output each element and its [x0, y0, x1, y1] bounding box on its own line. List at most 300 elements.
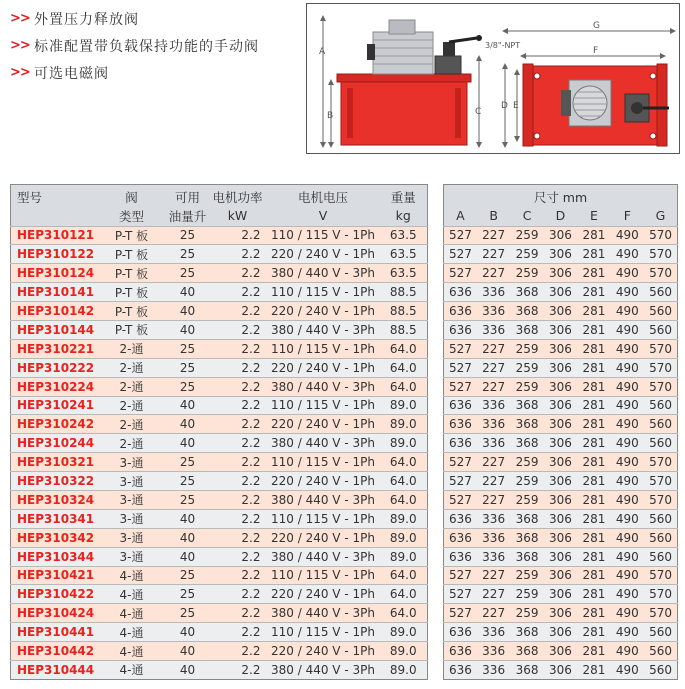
voltage-cell: 220 / 240 V - 1Ph [267, 528, 380, 547]
voltage-cell: 380 / 440 V - 3Ph [267, 434, 380, 453]
valve-cell: P-T 板 [97, 283, 167, 302]
dim-label-C: C [475, 107, 482, 117]
dim-cell-D: 306 [544, 226, 577, 245]
model-cell: HEP310324 [11, 490, 97, 509]
dimension-row [444, 490, 678, 509]
dimension-row [444, 566, 678, 585]
oil-cell: 25 [167, 585, 209, 604]
dim-cell-A: 636 [444, 396, 477, 415]
dim-cell-G: 560 [644, 509, 677, 528]
dim-cell-A: 636 [444, 509, 477, 528]
valve-cell: 3-通 [97, 528, 167, 547]
oil-cell: 40 [167, 283, 209, 302]
power-cell: 2.2 [209, 509, 267, 528]
feature-text: 可选电磁阀 [34, 65, 109, 82]
dim-header-G: G [644, 206, 677, 226]
dim-cell-B: 336 [477, 528, 510, 547]
oil-cell: 25 [167, 472, 209, 491]
dim-cell-D: 306 [544, 283, 577, 302]
spec-table-body [11, 226, 428, 679]
oil-cell: 40 [167, 509, 209, 528]
dim-label-A: A [319, 47, 326, 57]
dim-cell-E: 281 [577, 302, 610, 321]
weight-cell: 64.0 [380, 358, 428, 377]
dim-cell-B: 336 [477, 396, 510, 415]
weight-cell: 89.0 [380, 396, 428, 415]
dim-cell-D: 306 [544, 415, 577, 434]
dim-cell-F: 490 [611, 415, 644, 434]
dimension-table-container [443, 184, 678, 680]
model-cell: HEP310224 [11, 377, 97, 396]
dim-cell-F: 490 [611, 396, 644, 415]
voltage-cell: 380 / 440 V - 3Ph [267, 490, 380, 509]
dim-cell-E: 281 [577, 604, 610, 623]
power-cell: 2.2 [209, 283, 267, 302]
voltage-cell: 380 / 440 V - 3Ph [267, 660, 380, 679]
dim-cell-F: 490 [611, 245, 644, 264]
dim-cell-E: 281 [577, 396, 610, 415]
spec-row [11, 245, 428, 264]
dim-cell-F: 490 [611, 226, 644, 245]
oil-cell: 25 [167, 226, 209, 245]
dim-cell-F: 490 [611, 623, 644, 642]
dim-cell-A: 527 [444, 226, 477, 245]
spec-row [11, 566, 428, 585]
weight-cell: 64.0 [380, 377, 428, 396]
dimension-row [444, 660, 678, 679]
dim-cell-F: 490 [611, 283, 644, 302]
dim-cell-A: 636 [444, 434, 477, 453]
oil-cell: 40 [167, 547, 209, 566]
power-cell: 2.2 [209, 585, 267, 604]
header-model: 型号 [11, 185, 97, 207]
weight-cell: 89.0 [380, 434, 428, 453]
dim-cell-G: 570 [644, 490, 677, 509]
power-cell: 2.2 [209, 226, 267, 245]
dim-cell-D: 306 [544, 453, 577, 472]
power-cell: 2.2 [209, 660, 267, 679]
dim-cell-C: 368 [510, 660, 543, 679]
valve-cell: 4-通 [97, 642, 167, 661]
dim-cell-D: 306 [544, 434, 577, 453]
dimension-row [444, 377, 678, 396]
oil-cell: 40 [167, 528, 209, 547]
voltage-cell: 220 / 240 V - 1Ph [267, 245, 380, 264]
dim-cell-C: 259 [510, 453, 543, 472]
valve-cell: 2-通 [97, 396, 167, 415]
weight-cell: 89.0 [380, 642, 428, 661]
oil-cell: 40 [167, 660, 209, 679]
header-voltage-sub: V [267, 206, 380, 226]
dim-cell-D: 306 [544, 472, 577, 491]
dim-cell-E: 281 [577, 623, 610, 642]
spec-row [11, 472, 428, 491]
spec-row [11, 642, 428, 661]
spec-row [11, 453, 428, 472]
valve-cell: P-T 板 [97, 226, 167, 245]
power-cell: 2.2 [209, 396, 267, 415]
dimension-row [444, 264, 678, 283]
dim-header-D: D [544, 206, 577, 226]
dim-cell-B: 227 [477, 566, 510, 585]
spec-row [11, 320, 428, 339]
dim-cell-B: 336 [477, 283, 510, 302]
dim-cell-G: 570 [644, 377, 677, 396]
dim-cell-E: 281 [577, 434, 610, 453]
dim-label-F: F [593, 46, 599, 56]
model-cell: HEP310322 [11, 472, 97, 491]
model-cell: HEP310142 [11, 302, 97, 321]
dim-cell-A: 527 [444, 245, 477, 264]
power-cell: 2.2 [209, 453, 267, 472]
dim-cell-C: 259 [510, 339, 543, 358]
feature-item [10, 8, 300, 29]
valve-cell: 4-通 [97, 660, 167, 679]
weight-cell: 64.0 [380, 566, 428, 585]
dim-cell-F: 490 [611, 604, 644, 623]
spec-row [11, 226, 428, 245]
dim-cell-C: 368 [510, 623, 543, 642]
dim-cell-D: 306 [544, 547, 577, 566]
dim-cell-F: 490 [611, 472, 644, 491]
valve-cell: 2-通 [97, 358, 167, 377]
voltage-cell: 110 / 115 V - 1Ph [267, 623, 380, 642]
dim-cell-C: 259 [510, 245, 543, 264]
dim-cell-A: 636 [444, 642, 477, 661]
dim-cell-G: 560 [644, 302, 677, 321]
spec-row [11, 339, 428, 358]
dim-cell-F: 490 [611, 302, 644, 321]
dim-cell-F: 490 [611, 642, 644, 661]
spec-row [11, 377, 428, 396]
dim-cell-E: 281 [577, 642, 610, 661]
dim-cell-E: 281 [577, 660, 610, 679]
dimension-row [444, 283, 678, 302]
header-power: 电机功率 [209, 185, 267, 207]
dim-cell-B: 227 [477, 264, 510, 283]
voltage-cell: 380 / 440 V - 3Ph [267, 547, 380, 566]
spec-row [11, 358, 428, 377]
header-oil: 可用 [167, 185, 209, 207]
power-cell: 2.2 [209, 320, 267, 339]
feature-text: 标准配置带负载保持功能的手动阀 [34, 38, 259, 55]
voltage-cell: 220 / 240 V - 1Ph [267, 642, 380, 661]
dim-cell-C: 368 [510, 396, 543, 415]
feature-item [10, 62, 300, 83]
model-cell: HEP310321 [11, 453, 97, 472]
spec-row [11, 264, 428, 283]
dim-cell-F: 490 [611, 453, 644, 472]
dim-cell-G: 570 [644, 226, 677, 245]
power-cell: 2.2 [209, 358, 267, 377]
dim-cell-C: 259 [510, 472, 543, 491]
dim-cell-D: 306 [544, 585, 577, 604]
oil-cell: 25 [167, 264, 209, 283]
oil-cell: 25 [167, 339, 209, 358]
weight-cell: 89.0 [380, 623, 428, 642]
dim-cell-G: 560 [644, 283, 677, 302]
weight-cell: 89.0 [380, 509, 428, 528]
dim-cell-C: 259 [510, 377, 543, 396]
dim-cell-A: 636 [444, 623, 477, 642]
voltage-cell: 110 / 115 V - 1Ph [267, 453, 380, 472]
weight-cell: 89.0 [380, 547, 428, 566]
dim-cell-G: 570 [644, 339, 677, 358]
dim-cell-A: 636 [444, 528, 477, 547]
dim-label-G: G [593, 21, 600, 31]
dim-cell-E: 281 [577, 566, 610, 585]
model-cell: HEP310144 [11, 320, 97, 339]
dim-cell-E: 281 [577, 453, 610, 472]
dim-cell-G: 570 [644, 245, 677, 264]
dim-cell-C: 368 [510, 434, 543, 453]
dim-cell-A: 527 [444, 585, 477, 604]
dim-cell-C: 368 [510, 642, 543, 661]
model-cell: HEP310422 [11, 585, 97, 604]
dim-cell-E: 281 [577, 472, 610, 491]
dim-cell-G: 560 [644, 642, 677, 661]
spec-row [11, 660, 428, 679]
voltage-cell: 110 / 115 V - 1Ph [267, 509, 380, 528]
model-cell: HEP310344 [11, 547, 97, 566]
dim-cell-E: 281 [577, 320, 610, 339]
power-cell: 2.2 [209, 339, 267, 358]
valve-cell: 3-通 [97, 490, 167, 509]
dim-cell-C: 259 [510, 566, 543, 585]
dim-cell-F: 490 [611, 547, 644, 566]
dim-cell-F: 490 [611, 358, 644, 377]
dim-cell-E: 281 [577, 509, 610, 528]
dimension-row [444, 358, 678, 377]
weight-cell: 88.5 [380, 283, 428, 302]
dim-cell-A: 527 [444, 377, 477, 396]
dim-header-F: F [611, 206, 644, 226]
oil-cell: 25 [167, 453, 209, 472]
voltage-cell: 380 / 440 V - 3Ph [267, 377, 380, 396]
dim-cell-G: 570 [644, 585, 677, 604]
valve-cell: 2-通 [97, 434, 167, 453]
dim-cell-F: 490 [611, 339, 644, 358]
dim-cell-D: 306 [544, 623, 577, 642]
valve-cell: 3-通 [97, 472, 167, 491]
dim-cell-G: 570 [644, 453, 677, 472]
oil-cell: 25 [167, 377, 209, 396]
weight-cell: 64.0 [380, 453, 428, 472]
dim-label-D: D [501, 101, 508, 111]
dim-cell-E: 281 [577, 264, 610, 283]
weight-cell: 88.5 [380, 302, 428, 321]
voltage-cell: 220 / 240 V - 1Ph [267, 472, 380, 491]
dim-header-A: A [444, 206, 477, 226]
model-cell: HEP310121 [11, 226, 97, 245]
dimension-row [444, 434, 678, 453]
dim-label-E: E [513, 101, 519, 111]
dim-cell-A: 636 [444, 660, 477, 679]
voltage-cell: 220 / 240 V - 1Ph [267, 302, 380, 321]
dim-cell-F: 490 [611, 434, 644, 453]
spec-row [11, 490, 428, 509]
power-cell: 2.2 [209, 472, 267, 491]
dimension-row [444, 585, 678, 604]
dim-cell-A: 527 [444, 339, 477, 358]
spec-row [11, 547, 428, 566]
voltage-cell: 220 / 240 V - 1Ph [267, 415, 380, 434]
dim-cell-C: 259 [510, 490, 543, 509]
dim-cell-E: 281 [577, 339, 610, 358]
voltage-cell: 380 / 440 V - 3Ph [267, 604, 380, 623]
dim-cell-G: 570 [644, 358, 677, 377]
spec-row [11, 509, 428, 528]
dim-header-C: C [510, 206, 543, 226]
valve-cell: 4-通 [97, 604, 167, 623]
dimension-row [444, 623, 678, 642]
header-oil-sub: 油量升 [167, 206, 209, 226]
valve-cell: 4-通 [97, 566, 167, 585]
weight-cell: 63.5 [380, 264, 428, 283]
model-cell: HEP310222 [11, 358, 97, 377]
oil-cell: 25 [167, 566, 209, 585]
dim-cell-G: 560 [644, 415, 677, 434]
model-cell: HEP310242 [11, 415, 97, 434]
valve-cell: P-T 板 [97, 245, 167, 264]
power-cell: 2.2 [209, 604, 267, 623]
dim-cell-D: 306 [544, 490, 577, 509]
weight-cell: 63.5 [380, 245, 428, 264]
model-cell: HEP310342 [11, 528, 97, 547]
valve-cell: 3-通 [97, 547, 167, 566]
dim-cell-C: 259 [510, 358, 543, 377]
model-cell: HEP310241 [11, 396, 97, 415]
dim-cell-C: 368 [510, 528, 543, 547]
weight-cell: 89.0 [380, 415, 428, 434]
power-cell: 2.2 [209, 415, 267, 434]
spec-row [11, 415, 428, 434]
dim-cell-G: 570 [644, 472, 677, 491]
dim-cell-D: 306 [544, 396, 577, 415]
dimension-row [444, 547, 678, 566]
dim-cell-D: 306 [544, 320, 577, 339]
weight-cell: 64.0 [380, 339, 428, 358]
dimension-row [444, 396, 678, 415]
dim-cell-G: 560 [644, 547, 677, 566]
oil-cell: 40 [167, 302, 209, 321]
oil-cell: 40 [167, 623, 209, 642]
oil-cell: 25 [167, 490, 209, 509]
dim-cell-F: 490 [611, 585, 644, 604]
dimension-row [444, 245, 678, 264]
dim-cell-E: 281 [577, 226, 610, 245]
dim-cell-F: 490 [611, 377, 644, 396]
dim-cell-D: 306 [544, 245, 577, 264]
dimension-row [444, 453, 678, 472]
dim-cell-C: 368 [510, 283, 543, 302]
dim-cell-D: 306 [544, 642, 577, 661]
weight-cell: 88.5 [380, 320, 428, 339]
dim-cell-G: 560 [644, 396, 677, 415]
header-model-sub [11, 206, 97, 226]
spec-table-container [10, 184, 427, 680]
valve-cell: 3-通 [97, 453, 167, 472]
chevron-icon: >> [10, 11, 30, 26]
dim-cell-A: 636 [444, 302, 477, 321]
weight-cell: 64.0 [380, 472, 428, 491]
dim-cell-B: 227 [477, 604, 510, 623]
dimension-table [443, 184, 678, 680]
dim-cell-F: 490 [611, 528, 644, 547]
dim-label-B: B [327, 111, 334, 121]
dim-cell-D: 306 [544, 264, 577, 283]
spec-row [11, 302, 428, 321]
model-cell: HEP310122 [11, 245, 97, 264]
oil-cell: 40 [167, 415, 209, 434]
oil-cell: 40 [167, 320, 209, 339]
dim-cell-B: 227 [477, 490, 510, 509]
dim-cell-E: 281 [577, 585, 610, 604]
dim-cell-B: 336 [477, 642, 510, 661]
dimension-title: 尺寸 mm [444, 185, 678, 207]
dim-cell-C: 259 [510, 585, 543, 604]
dim-cell-G: 560 [644, 660, 677, 679]
spec-row [11, 528, 428, 547]
oil-cell: 25 [167, 245, 209, 264]
dim-cell-D: 306 [544, 660, 577, 679]
oil-cell: 40 [167, 396, 209, 415]
dim-cell-E: 281 [577, 547, 610, 566]
voltage-cell: 220 / 240 V - 1Ph [267, 358, 380, 377]
weight-cell: 64.0 [380, 490, 428, 509]
valve-cell: 2-通 [97, 377, 167, 396]
dim-cell-G: 570 [644, 264, 677, 283]
voltage-cell: 380 / 440 V - 3Ph [267, 264, 380, 283]
valve-cell: P-T 板 [97, 302, 167, 321]
dim-cell-B: 227 [477, 226, 510, 245]
dim-cell-D: 306 [544, 509, 577, 528]
dim-cell-B: 227 [477, 339, 510, 358]
valve-cell: 2-通 [97, 415, 167, 434]
dim-cell-B: 336 [477, 547, 510, 566]
dim-cell-A: 527 [444, 604, 477, 623]
dim-cell-C: 368 [510, 547, 543, 566]
model-cell: HEP310244 [11, 434, 97, 453]
power-cell: 2.2 [209, 377, 267, 396]
dim-cell-B: 336 [477, 623, 510, 642]
oil-cell: 25 [167, 358, 209, 377]
dim-cell-D: 306 [544, 604, 577, 623]
voltage-cell: 110 / 115 V - 1Ph [267, 283, 380, 302]
dim-cell-B: 336 [477, 434, 510, 453]
power-cell: 2.2 [209, 245, 267, 264]
spec-row [11, 585, 428, 604]
dim-cell-B: 336 [477, 302, 510, 321]
dim-cell-F: 490 [611, 660, 644, 679]
dim-cell-G: 570 [644, 566, 677, 585]
dim-cell-G: 570 [644, 604, 677, 623]
dim-cell-B: 227 [477, 377, 510, 396]
dim-cell-A: 636 [444, 320, 477, 339]
dim-cell-B: 336 [477, 660, 510, 679]
dim-cell-G: 560 [644, 320, 677, 339]
weight-cell: 64.0 [380, 604, 428, 623]
dim-cell-B: 227 [477, 585, 510, 604]
dim-cell-D: 306 [544, 528, 577, 547]
dimension-row [444, 339, 678, 358]
header-valve: 阀 [97, 185, 167, 207]
weight-cell: 63.5 [380, 226, 428, 245]
power-cell: 2.2 [209, 547, 267, 566]
dim-cell-F: 490 [611, 566, 644, 585]
dim-cell-A: 636 [444, 283, 477, 302]
dim-cell-A: 636 [444, 415, 477, 434]
